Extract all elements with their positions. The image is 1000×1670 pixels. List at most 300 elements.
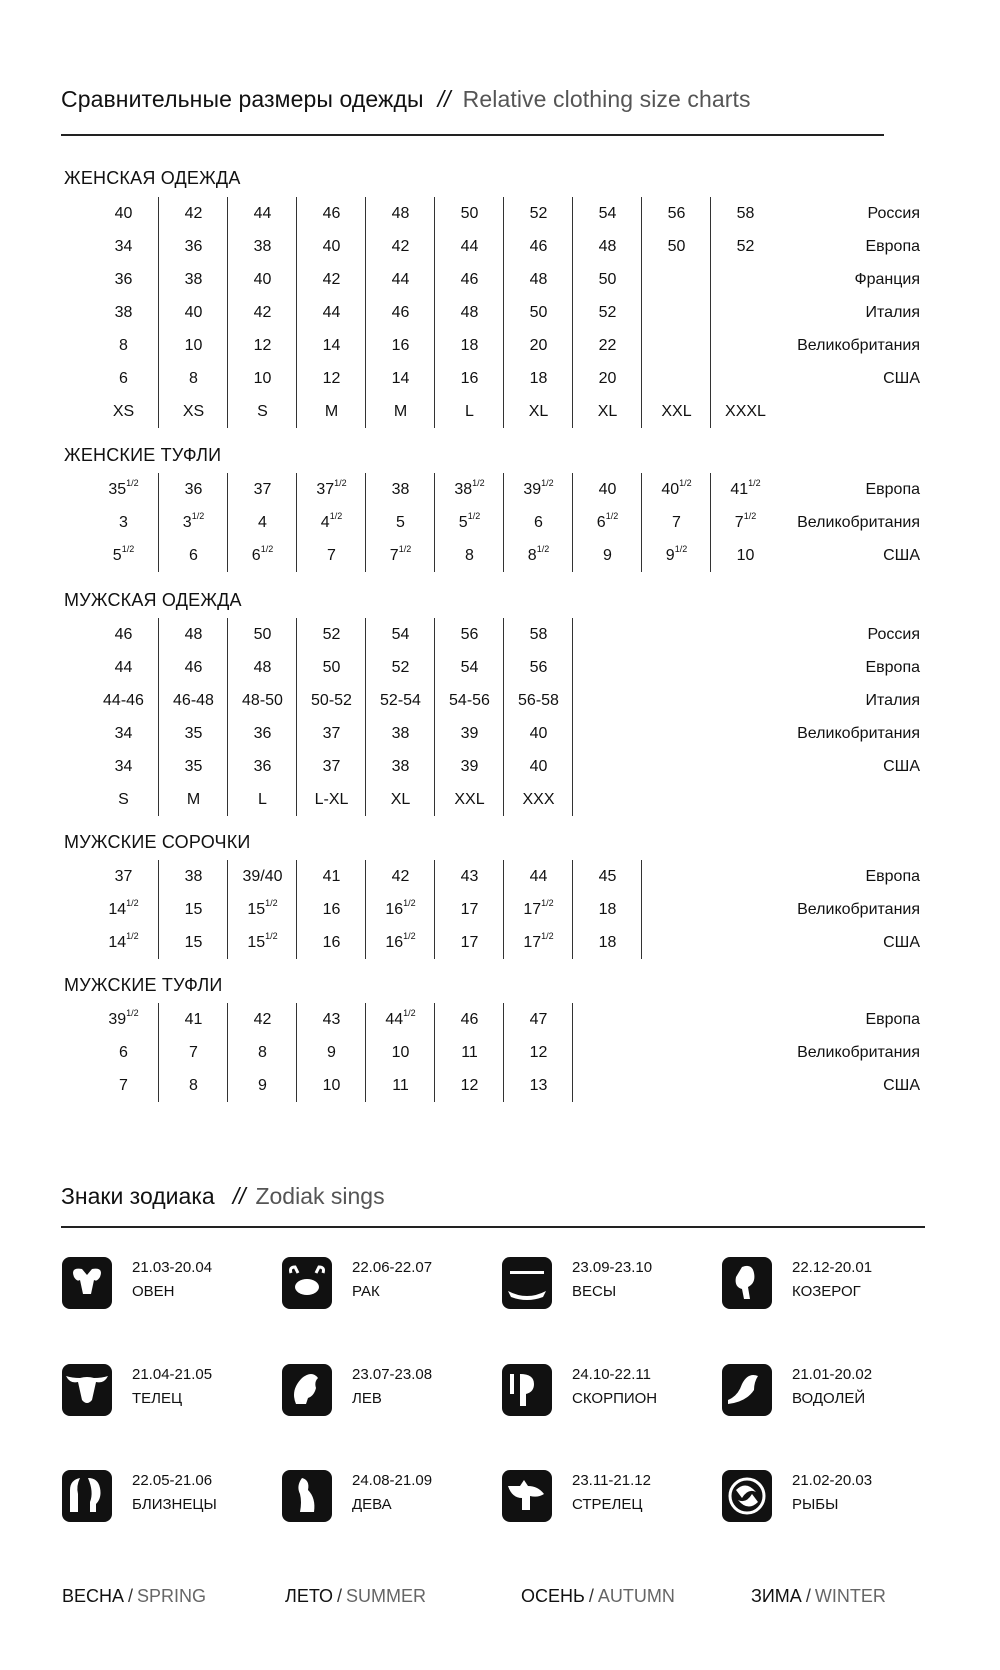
size-cell bbox=[296, 473, 366, 506]
size-cell: 46 bbox=[158, 651, 228, 684]
size-cell: S bbox=[227, 395, 297, 428]
size-fraction: 1/2 bbox=[679, 478, 692, 488]
size-cell: 15 bbox=[158, 926, 228, 959]
size-cell: 38 bbox=[365, 473, 435, 506]
country-label: Великобритания bbox=[797, 514, 920, 531]
size-cell: 36 bbox=[227, 750, 297, 783]
section-title: ЖЕНСКИЕ ТУФЛИ bbox=[64, 445, 222, 465]
table-row bbox=[89, 783, 920, 816]
column-divider bbox=[572, 684, 573, 717]
size-cell: 10 bbox=[296, 1069, 366, 1102]
size-cell: 46 bbox=[503, 230, 573, 263]
size-value: 15 bbox=[247, 934, 266, 951]
zodiac-sign bbox=[502, 1362, 722, 1422]
size-cell: 52 bbox=[296, 618, 366, 651]
size-cell: L-XL bbox=[296, 783, 366, 816]
size-cell: M bbox=[365, 395, 435, 428]
size-cell: 40 bbox=[296, 230, 366, 263]
zodiac-name: БЛИЗНЕЦЫ bbox=[132, 1496, 217, 1513]
country-label: США bbox=[883, 934, 920, 951]
zodiac-date: 24.10-22.11 bbox=[572, 1366, 651, 1383]
size-fraction: 1/2 bbox=[265, 898, 278, 908]
size-cell: 40 bbox=[503, 750, 573, 783]
size-cell bbox=[434, 473, 504, 506]
season-label bbox=[751, 1586, 886, 1607]
country-label: США bbox=[883, 370, 920, 387]
column-divider bbox=[572, 750, 573, 783]
table-row bbox=[89, 651, 920, 684]
size-fraction: 1/2 bbox=[472, 478, 485, 488]
leo-icon bbox=[282, 1364, 332, 1416]
header-divider bbox=[61, 134, 884, 136]
table-row bbox=[89, 296, 920, 329]
size-cell: XS bbox=[112, 403, 135, 420]
column-divider bbox=[641, 893, 642, 926]
size-cell: 11 bbox=[434, 1036, 504, 1069]
size-cell: 12 bbox=[434, 1069, 504, 1102]
size-cell: 40 bbox=[114, 205, 133, 222]
size-value: 6 bbox=[596, 514, 606, 531]
size-cell: 46 bbox=[365, 296, 435, 329]
column-divider bbox=[572, 1003, 573, 1036]
size-cell: 17 bbox=[434, 926, 504, 959]
zodiac-sign bbox=[722, 1468, 942, 1528]
size-cell: 46-48 bbox=[158, 684, 228, 717]
size-cell bbox=[89, 926, 158, 959]
size-value: 6 bbox=[251, 547, 261, 564]
size-cell: 12 bbox=[503, 1036, 573, 1069]
size-cell bbox=[296, 506, 366, 539]
size-cell: 50 bbox=[641, 230, 711, 263]
size-cell: 44 bbox=[296, 296, 366, 329]
column-divider bbox=[572, 783, 573, 816]
zodiac-date: 22.06-22.07 bbox=[352, 1259, 433, 1276]
size-fraction: 1/2 bbox=[743, 511, 757, 521]
size-cell: 7 bbox=[641, 506, 711, 539]
size-cell: 39 bbox=[434, 717, 504, 750]
size-cell: 36 bbox=[114, 271, 133, 288]
table-row bbox=[89, 750, 920, 783]
country-label: Франция bbox=[854, 271, 920, 288]
zodiac-sign bbox=[62, 1255, 282, 1315]
zodiac-divider bbox=[61, 1226, 925, 1228]
season-ru: ОСЕНЬ bbox=[521, 1586, 585, 1606]
table-row bbox=[89, 263, 920, 296]
size-cell: 12 bbox=[227, 329, 297, 362]
zodiac-sign bbox=[722, 1362, 942, 1422]
size-value: 39 bbox=[523, 481, 542, 498]
size-cell: 14 bbox=[365, 362, 435, 395]
country-label: Италия bbox=[865, 692, 920, 709]
size-cell bbox=[365, 926, 435, 959]
size-cell: 52 bbox=[572, 296, 642, 329]
country-label: Великобритания bbox=[797, 1044, 920, 1061]
size-cell bbox=[503, 473, 573, 506]
size-cell: XL bbox=[572, 395, 642, 428]
size-cell: 50 bbox=[227, 618, 297, 651]
season-slash: / bbox=[128, 1586, 134, 1606]
size-cell: 50 bbox=[572, 263, 642, 296]
table-row bbox=[89, 893, 920, 926]
size-cell bbox=[641, 539, 711, 572]
size-cell: XXX bbox=[503, 783, 573, 816]
size-value: 3 bbox=[182, 514, 192, 531]
zodiac-name: СТРЕЛЕЦ bbox=[572, 1496, 643, 1513]
country-label: Италия bbox=[865, 304, 920, 321]
size-cell: XL bbox=[503, 395, 573, 428]
zodiac-name: РАК bbox=[352, 1283, 380, 1300]
size-table bbox=[89, 618, 920, 816]
table-row bbox=[89, 618, 920, 651]
size-cell: 44-46 bbox=[103, 692, 144, 709]
zodiac-date: 23.11-21.12 bbox=[572, 1472, 651, 1489]
size-cell bbox=[710, 362, 780, 395]
size-value: 35 bbox=[108, 481, 127, 498]
size-cell: 18 bbox=[434, 329, 504, 362]
size-cell: 11 bbox=[365, 1069, 435, 1102]
size-cell: 50 bbox=[296, 651, 366, 684]
size-cell: 16 bbox=[365, 329, 435, 362]
zodiac-title-separator: // bbox=[232, 1183, 246, 1209]
size-value: 16 bbox=[385, 901, 404, 918]
column-divider bbox=[572, 618, 573, 651]
country-label: Россия bbox=[867, 626, 920, 643]
size-cell: 6 bbox=[119, 370, 128, 387]
size-cell: 38 bbox=[365, 750, 435, 783]
size-cell bbox=[227, 539, 297, 572]
zodiac-name: ДЕВА bbox=[352, 1496, 392, 1513]
taurus-icon bbox=[62, 1364, 112, 1416]
table-row bbox=[89, 329, 920, 362]
size-cell: 13 bbox=[503, 1069, 573, 1102]
size-cell: 56-58 bbox=[503, 684, 573, 717]
table-row bbox=[89, 1036, 920, 1069]
size-cell bbox=[710, 506, 780, 539]
size-fraction: 1/2 bbox=[674, 544, 688, 554]
size-fraction: 1/2 bbox=[748, 478, 761, 488]
column-divider bbox=[641, 860, 642, 893]
size-cell: 10 bbox=[365, 1036, 435, 1069]
size-cell: 43 bbox=[434, 860, 504, 893]
size-fraction: 1/2 bbox=[403, 898, 416, 908]
size-cell: 58 bbox=[710, 197, 780, 230]
zodiac-date: 21.03-20.04 bbox=[132, 1259, 213, 1276]
size-cell: 44 bbox=[365, 263, 435, 296]
size-cell bbox=[503, 539, 573, 572]
size-fraction: 1/2 bbox=[398, 544, 412, 554]
size-value: 14 bbox=[108, 934, 127, 951]
zodiac-sign bbox=[62, 1468, 282, 1528]
size-cell: 42 bbox=[365, 860, 435, 893]
size-cell: 37 bbox=[296, 717, 366, 750]
size-cell bbox=[572, 506, 642, 539]
zodiac-name: РЫБЫ bbox=[792, 1496, 839, 1513]
season-label bbox=[521, 1586, 675, 1607]
size-fraction: 1/2 bbox=[403, 931, 416, 941]
size-cell: 54 bbox=[365, 618, 435, 651]
aquarius-icon bbox=[722, 1364, 772, 1416]
size-cell: 47 bbox=[503, 1003, 573, 1036]
season-en: SUMMER bbox=[346, 1586, 427, 1606]
size-cell: 46 bbox=[114, 626, 133, 643]
sagittarius-icon bbox=[502, 1470, 552, 1522]
size-cell: 54 bbox=[434, 651, 504, 684]
column-divider bbox=[572, 1036, 573, 1069]
country-label: Европа bbox=[865, 238, 920, 255]
size-cell: 37 bbox=[296, 750, 366, 783]
size-cell: 52 bbox=[710, 230, 780, 263]
season-slash: / bbox=[805, 1586, 811, 1606]
size-cell: 48 bbox=[227, 651, 297, 684]
size-cell: 36 bbox=[158, 230, 228, 263]
size-cell: 4 bbox=[227, 506, 297, 539]
size-cell: 8 bbox=[158, 362, 228, 395]
zodiac-date: 23.09-23.10 bbox=[572, 1259, 653, 1276]
size-cell: 8 bbox=[158, 1069, 228, 1102]
size-cell: 56 bbox=[503, 651, 573, 684]
size-cell: 14 bbox=[296, 329, 366, 362]
size-cell: 42 bbox=[158, 197, 228, 230]
size-cell: M bbox=[296, 395, 366, 428]
virgo-icon bbox=[282, 1470, 332, 1522]
size-cell: 56 bbox=[434, 618, 504, 651]
size-cell: L bbox=[227, 783, 297, 816]
size-value: 40 bbox=[661, 481, 680, 498]
scorpio-icon bbox=[502, 1364, 552, 1416]
zodiac-sign bbox=[722, 1255, 942, 1315]
size-cell: XXXL bbox=[710, 395, 780, 428]
title-separator: // bbox=[437, 86, 451, 112]
size-fraction: 1/2 bbox=[541, 931, 554, 941]
size-cell: 48 bbox=[503, 263, 573, 296]
size-cell: 38 bbox=[158, 860, 228, 893]
capricorn-icon bbox=[722, 1257, 772, 1309]
zodiac-sign bbox=[62, 1362, 282, 1422]
zodiac-date: 22.12-20.01 bbox=[792, 1259, 873, 1276]
zodiac-title-en: Zodiak sings bbox=[255, 1183, 385, 1209]
size-cell bbox=[710, 473, 780, 506]
size-cell: 9 bbox=[296, 1036, 366, 1069]
season-en: AUTUMN bbox=[597, 1586, 675, 1606]
size-cell: 9 bbox=[227, 1069, 297, 1102]
size-cell: 20 bbox=[503, 329, 573, 362]
table-row bbox=[89, 506, 920, 539]
pisces-icon bbox=[722, 1470, 772, 1522]
size-cell: 40 bbox=[572, 473, 642, 506]
size-cell: 39 bbox=[434, 750, 504, 783]
size-cell bbox=[227, 926, 297, 959]
size-cell: 50 bbox=[503, 296, 573, 329]
size-cell: 52 bbox=[365, 651, 435, 684]
size-cell: 10 bbox=[227, 362, 297, 395]
season-ru: ЗИМА bbox=[751, 1586, 802, 1606]
size-cell bbox=[710, 263, 780, 296]
gemini-icon bbox=[62, 1470, 112, 1522]
size-fraction: 1/2 bbox=[126, 478, 139, 488]
section-title: МУЖСКИЕ ТУФЛИ bbox=[64, 975, 223, 995]
table-row bbox=[89, 1069, 920, 1102]
size-value: 7 bbox=[389, 547, 399, 564]
zodiac-date: 22.05-21.06 bbox=[132, 1472, 213, 1489]
table-row bbox=[89, 860, 920, 893]
table-row bbox=[89, 473, 920, 506]
size-cell: 45 bbox=[572, 860, 642, 893]
zodiac-name: ВОДОЛЕЙ bbox=[792, 1390, 866, 1407]
size-value: 14 bbox=[108, 901, 127, 918]
table-row bbox=[89, 684, 920, 717]
size-cell bbox=[89, 1003, 158, 1036]
size-cell: 54-56 bbox=[434, 684, 504, 717]
size-cell: L bbox=[434, 395, 504, 428]
size-cell bbox=[503, 926, 573, 959]
size-cell: 17 bbox=[434, 893, 504, 926]
size-cell: 38 bbox=[158, 263, 228, 296]
size-cell: 37 bbox=[114, 868, 133, 885]
country-label: США bbox=[883, 547, 920, 564]
page-title-ru: Сравнительные размеры одежды bbox=[61, 86, 424, 112]
size-cell bbox=[158, 506, 228, 539]
season-label bbox=[62, 1586, 206, 1607]
size-fraction: 1/2 bbox=[329, 511, 343, 521]
size-table bbox=[89, 1003, 920, 1102]
size-cell: 48 bbox=[158, 618, 228, 651]
size-cell bbox=[710, 329, 780, 362]
size-value: 15 bbox=[247, 901, 266, 918]
season-label bbox=[285, 1586, 426, 1607]
season-en: SPRING bbox=[137, 1586, 207, 1606]
size-cell bbox=[641, 296, 711, 329]
size-table bbox=[89, 197, 920, 428]
column-divider bbox=[641, 926, 642, 959]
libra-icon bbox=[502, 1257, 552, 1309]
size-value: 17 bbox=[523, 901, 542, 918]
size-cell: 48-50 bbox=[227, 684, 297, 717]
season-en: WINTER bbox=[814, 1586, 886, 1606]
size-fraction: 1/2 bbox=[541, 898, 554, 908]
size-fraction: 1/2 bbox=[403, 1008, 416, 1018]
size-value: 5 bbox=[458, 514, 468, 531]
country-label: Великобритания bbox=[797, 901, 920, 918]
size-value: 38 bbox=[454, 481, 473, 498]
season-slash: / bbox=[337, 1586, 343, 1606]
size-cell: 3 bbox=[119, 514, 128, 531]
size-cell: 5 bbox=[365, 506, 435, 539]
size-value: 44 bbox=[385, 1011, 404, 1028]
zodiac-date: 23.07-23.08 bbox=[352, 1366, 433, 1383]
size-cell: 8 bbox=[119, 337, 128, 354]
size-table bbox=[89, 860, 920, 959]
table-row bbox=[89, 197, 920, 230]
size-cell bbox=[641, 329, 711, 362]
size-cell: 6 bbox=[119, 1044, 128, 1061]
size-cell: 18 bbox=[572, 926, 642, 959]
column-divider bbox=[572, 651, 573, 684]
size-cell bbox=[710, 296, 780, 329]
size-cell: 44 bbox=[503, 860, 573, 893]
zodiac-name: ВЕСЫ bbox=[572, 1283, 617, 1300]
size-cell: 35 bbox=[158, 750, 228, 783]
seasons-row bbox=[0, 1586, 1000, 1610]
size-cell: 35 bbox=[158, 717, 228, 750]
size-cell: 20 bbox=[572, 362, 642, 395]
zodiac-date: 21.02-20.03 bbox=[792, 1472, 873, 1489]
size-cell: 38 bbox=[365, 717, 435, 750]
section-title: МУЖСКИЕ СОРОЧКИ bbox=[64, 832, 251, 852]
size-cell bbox=[641, 473, 711, 506]
size-cell: 37 bbox=[227, 473, 297, 506]
size-fraction: 1/2 bbox=[605, 511, 619, 521]
page-title bbox=[61, 86, 751, 113]
column-divider bbox=[572, 717, 573, 750]
size-cell: 38 bbox=[114, 304, 133, 321]
size-cell: 43 bbox=[296, 1003, 366, 1036]
size-cell bbox=[641, 263, 711, 296]
size-cell: 46 bbox=[296, 197, 366, 230]
size-fraction: 1/2 bbox=[536, 544, 550, 554]
size-cell: 10 bbox=[158, 329, 228, 362]
size-value: 37 bbox=[316, 481, 335, 498]
table-row bbox=[89, 1003, 920, 1036]
size-cell: 42 bbox=[227, 296, 297, 329]
size-cell: 46 bbox=[434, 263, 504, 296]
size-cell: 10 bbox=[710, 539, 780, 572]
size-cell bbox=[503, 893, 573, 926]
size-cell: 46 bbox=[434, 1003, 504, 1036]
country-label: Европа bbox=[865, 659, 920, 676]
size-value: 39 bbox=[108, 1011, 127, 1028]
size-fraction: 1/2 bbox=[126, 898, 139, 908]
size-value: 7 bbox=[734, 514, 744, 531]
size-cell: S bbox=[118, 791, 129, 808]
country-label: США bbox=[883, 758, 920, 775]
size-cell: 36 bbox=[227, 717, 297, 750]
cancer-icon bbox=[282, 1257, 332, 1309]
size-cell: 54 bbox=[572, 197, 642, 230]
size-cell bbox=[365, 539, 435, 572]
size-fraction: 1/2 bbox=[121, 544, 135, 554]
table-row bbox=[89, 926, 920, 959]
size-cell: 42 bbox=[296, 263, 366, 296]
season-ru: ЛЕТО bbox=[285, 1586, 334, 1606]
zodiac-sign bbox=[502, 1255, 722, 1315]
zodiac-name: СКОРПИОН bbox=[572, 1390, 658, 1407]
zodiac-sign bbox=[282, 1468, 502, 1528]
size-fraction: 1/2 bbox=[541, 478, 554, 488]
size-value: 17 bbox=[523, 934, 542, 951]
size-cell: 52 bbox=[503, 197, 573, 230]
size-table bbox=[89, 473, 920, 572]
size-cell: 34 bbox=[114, 758, 133, 775]
country-label: Великобритания bbox=[797, 725, 920, 742]
size-value: 5 bbox=[112, 547, 122, 564]
size-cell: 34 bbox=[114, 238, 133, 255]
size-cell: 48 bbox=[572, 230, 642, 263]
size-cell: 48 bbox=[365, 197, 435, 230]
zodiac-name: ОВЕН bbox=[132, 1283, 175, 1300]
country-label: Великобритания bbox=[797, 337, 920, 354]
size-cell: 7 bbox=[158, 1036, 228, 1069]
size-cell: 38 bbox=[227, 230, 297, 263]
size-value: 16 bbox=[385, 934, 404, 951]
size-cell: XXL bbox=[641, 395, 711, 428]
size-value: 4 bbox=[320, 514, 330, 531]
zodiac-sign bbox=[282, 1255, 502, 1315]
size-cell: 6 bbox=[503, 506, 573, 539]
table-row bbox=[89, 230, 920, 263]
zodiac-sign bbox=[502, 1468, 722, 1528]
column-divider bbox=[572, 1069, 573, 1102]
size-cell: 16 bbox=[296, 926, 366, 959]
